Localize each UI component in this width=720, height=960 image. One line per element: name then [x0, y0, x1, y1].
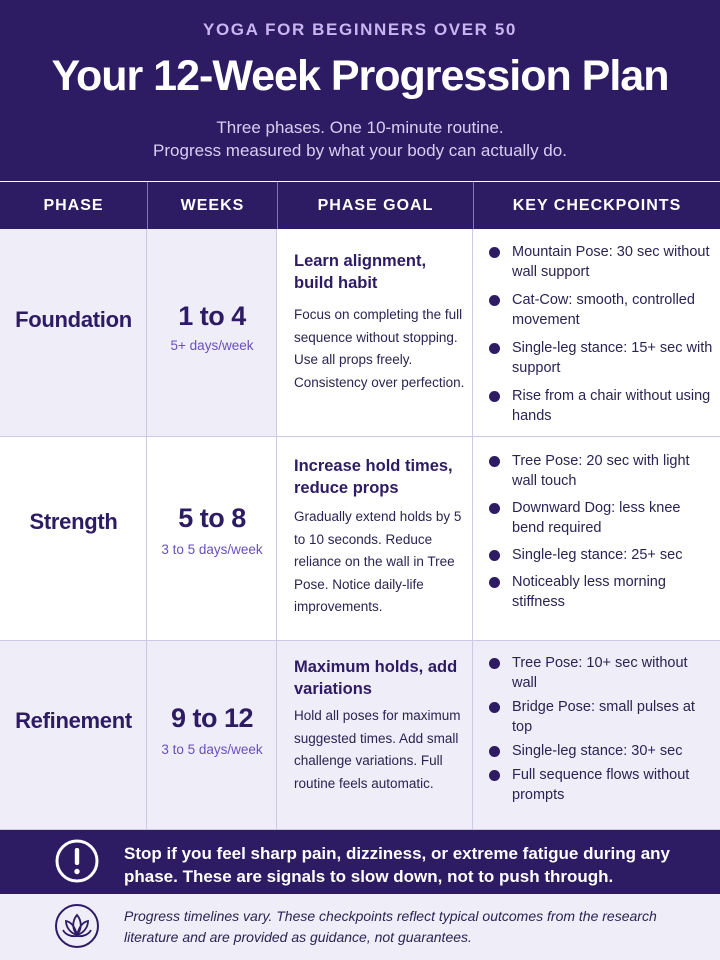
weekly-frequency: 3 to 5 days/week: [161, 742, 263, 757]
phase-goal-title: Increase hold times, reduce props: [294, 457, 453, 497]
column-header-weeks: WEEKS: [147, 182, 277, 229]
checkpoint-item: Full sequence flows without prompts: [488, 765, 713, 805]
checkpoint-item: Noticeably less morning stiffness: [488, 572, 713, 612]
phase-name: Foundation: [15, 307, 132, 332]
page-title: Your 12-Week Progression Plan: [51, 52, 669, 100]
column-header-phase-goal: PHASE GOAL: [277, 182, 473, 229]
phase-goal-title: Learn alignment, build habit: [294, 252, 427, 292]
table-cell: [147, 641, 277, 830]
table-cell: [147, 437, 277, 641]
checkpoint-item: Mountain Pose: 30 sec without wall support: [488, 242, 713, 282]
table-cell: [147, 229, 277, 437]
subtitle-line-1: Three phases. One 10-minute routine.: [216, 118, 504, 137]
subtitle-line-2: Progress measured by what your body can actually do.: [153, 141, 567, 160]
checkpoint-list: [488, 242, 713, 426]
table-cell: [0, 437, 147, 641]
column-header-phase: PHASE: [0, 182, 147, 229]
exclamation-circle-icon: [53, 837, 101, 885]
lotus-icon: [53, 902, 101, 950]
weeks-range: 5 to 8: [178, 503, 246, 533]
page-header: [0, 0, 720, 181]
table-cell: [0, 229, 147, 437]
checkpoint-item: Single-leg stance: 15+ sec with support: [488, 338, 713, 378]
checkpoint-item: Cat-Cow: smooth, controlled movement: [488, 290, 713, 330]
disclaimer-text: Progress timelines vary. These checkpoints reflect typical outcomes from the research literature and are provided as guidance, not guarantees.: [124, 908, 657, 945]
checkpoint-item: Single-leg stance: 25+ sec: [488, 545, 713, 565]
checkpoint-list: [488, 653, 713, 805]
phase-goal-title: Maximum holds, add variations: [294, 658, 458, 698]
checkpoint-list: [488, 451, 713, 612]
page-subtitle: [0, 116, 720, 162]
weekly-frequency: 3 to 5 days/week: [161, 542, 263, 557]
weeks-range: 9 to 12: [170, 703, 254, 733]
warning-text: Stop if you feel sharp pain, dizziness, or extreme fatigue during any phase. These are signals to slow down, not to push through.: [124, 844, 670, 886]
checkpoint-item: Rise from a chair without using hands: [488, 386, 713, 426]
phase-name: Refinement: [15, 708, 132, 733]
table-cell: [0, 641, 147, 830]
checkpoint-item: Single-leg stance: 30+ sec: [488, 741, 713, 761]
checkpoint-item: Bridge Pose: small pulses at top: [488, 697, 713, 737]
checkpoint-item: Downward Dog: less knee bend required: [488, 498, 713, 538]
weekly-frequency: 5+ days/week: [170, 338, 254, 353]
phase-goal-description: Focus on completing the full sequence without stopping. Use all props freely. Consistency over perfection.: [294, 307, 465, 390]
phase-goal-description: Gradually extend holds by 5 to 10 seconds. Reduce reliance on the wall in Tree Pose. Notice daily-life improvements.: [294, 509, 462, 614]
checkpoint-item: Tree Pose: 20 sec with light wall touch: [488, 451, 713, 491]
weeks-range: 1 to 4: [178, 301, 246, 331]
column-header-key-checkpoints: KEY CHECKPOINTS: [473, 182, 720, 229]
checkpoint-item: Tree Pose: 10+ sec without wall: [488, 653, 713, 693]
phase-name: Strength: [29, 509, 118, 534]
phase-goal-description: Hold all poses for maximum suggested times. Add small challenge variations. Full routine feels automatic.: [294, 708, 461, 791]
eyebrow-label: YOGA FOR BEGINNERS OVER 50: [203, 20, 517, 39]
